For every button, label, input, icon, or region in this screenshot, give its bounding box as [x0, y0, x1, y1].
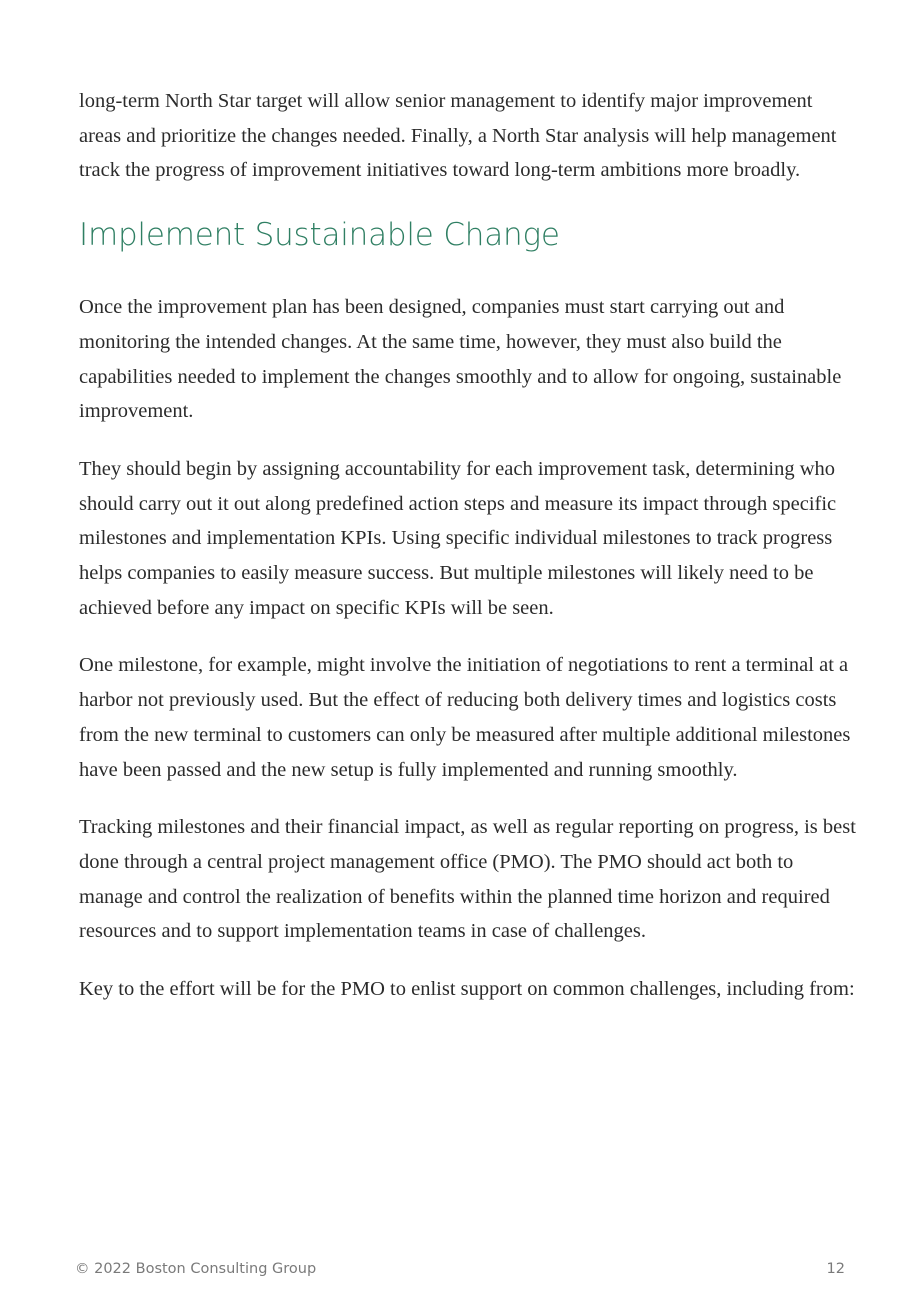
body-paragraph: Key to the effort will be for the PMO to enlist support on common challenges, including from: [79, 978, 855, 1001]
page-content [79, 84, 859, 1007]
body-paragraph: They should begin by assigning accountability for each improvement task, determining who should carry out it out along predefined action steps and measure its impact through specific milestones and implementation KPIs. Using specific individual milestones to track progress helps companies to easily measure success. But multiple milestones will likely need to be achieved before any impact on specific KPIs will be seen. [79, 457, 837, 619]
body-paragraph: Tracking milestones and their financial impact, as well as regular reporting on progress, is best done through a central project management office (PMO). The PMO should act both to manage and control the realization of benefits within the planned time horizon and required resources and to support implementation teams in case of challenges. [79, 816, 856, 943]
body-paragraph: One milestone, for example, might involve the initiation of negotiations to rent a terminal at a harbor not previously used. But the effect of reducing both delivery times and logistics costs from the new terminal to customers can only be measured after multiple additional milestones have been passed and the new setup is fully implemented and running smoothly. [79, 654, 851, 781]
footer-copyright: © 2022 Boston Consulting Group [75, 1261, 317, 1277]
section-heading: Implement Sustainable Change [79, 217, 560, 254]
intro-paragraph: long-term North Star target will allow senior management to identify major improvement areas and prioritize the changes needed. Finally, a North Star analysis will help management track the progress of improvement initiatives toward long-term ambitions more broadly. [79, 90, 837, 182]
page-number: 12 [826, 1261, 845, 1277]
body-paragraph: Once the improvement plan has been designed, companies must start carrying out and monitoring the intended changes. At the same time, however, they must also build the capabilities needed to implement the changes smoothly and to allow for ongoing, sustainable improvement. [79, 296, 842, 423]
